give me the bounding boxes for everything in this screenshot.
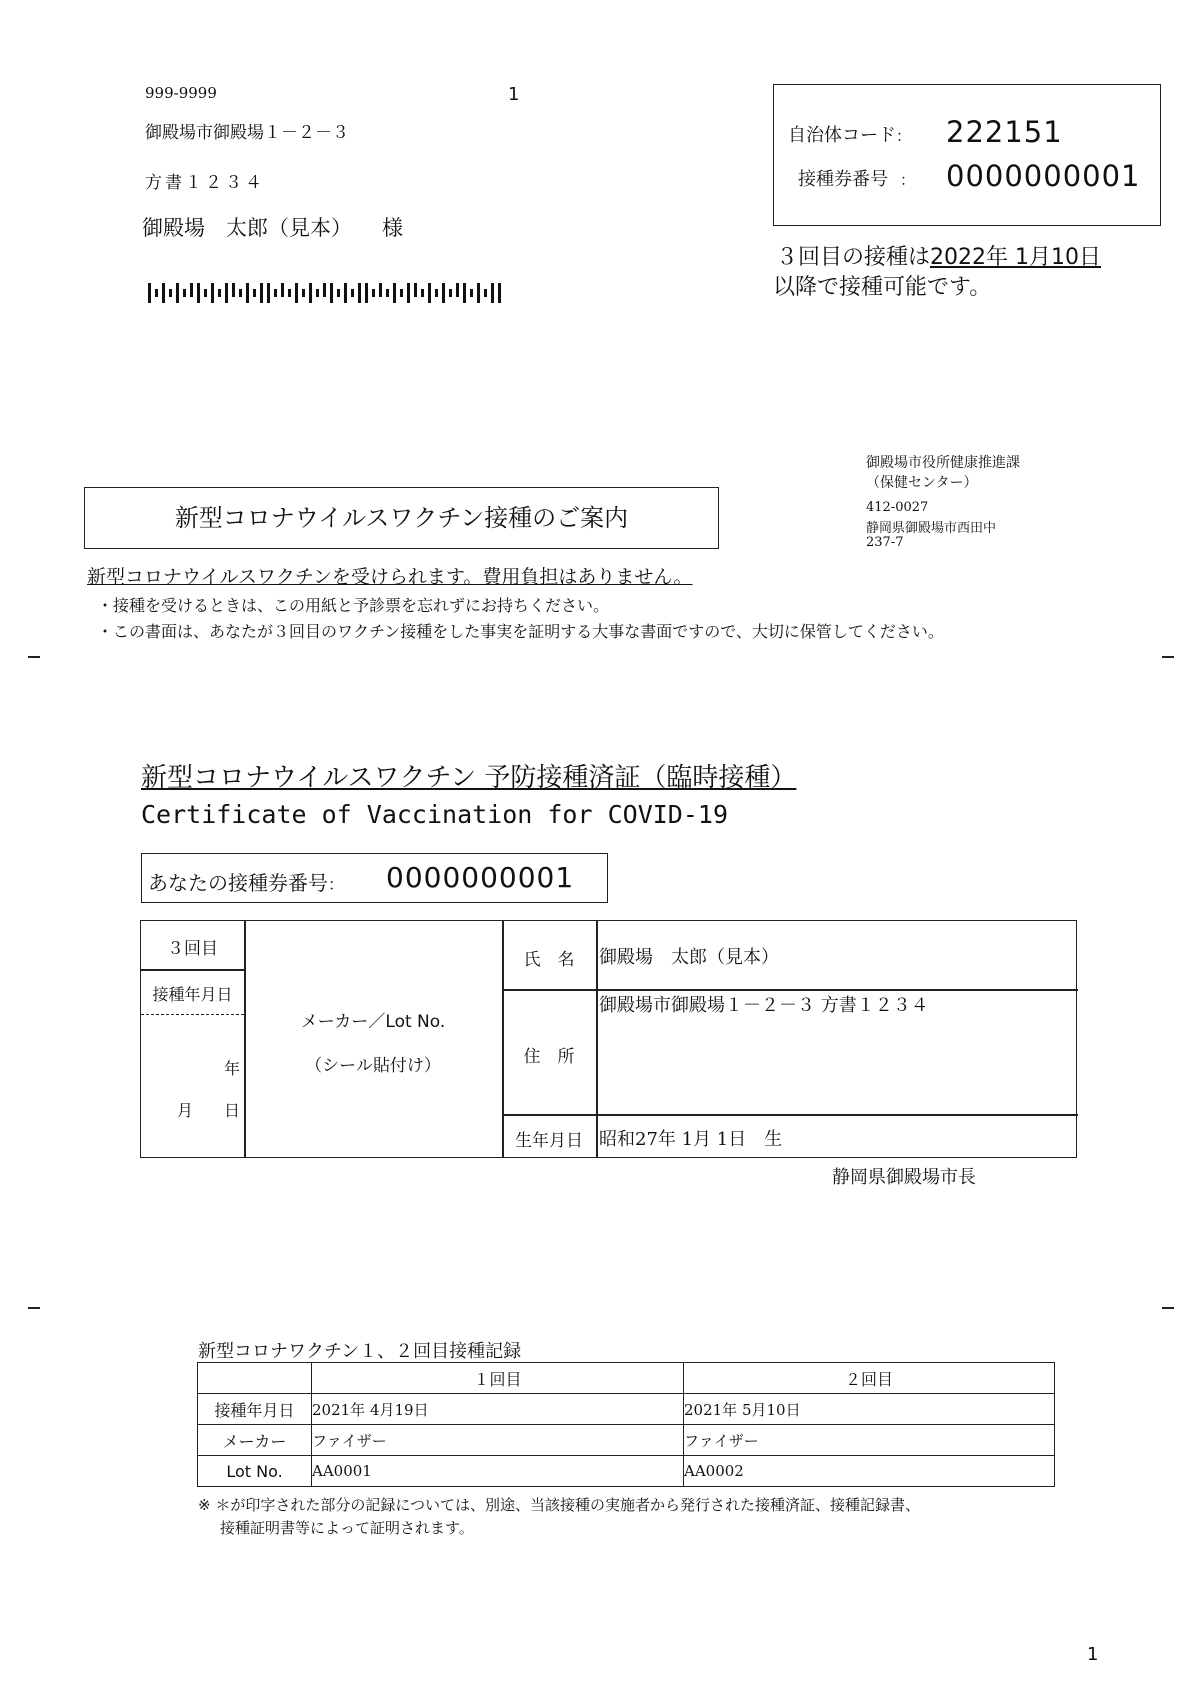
dob-label: 生年月日 [515,1131,583,1151]
barcode-bar [225,283,228,303]
barcode-bar [190,283,193,297]
barcode-bar [155,289,158,297]
barcode-bar [365,283,368,303]
fold-mark [28,1307,40,1309]
barcode-bar [316,289,319,297]
colon: ： [896,127,912,145]
records-note-1: ※ ＊が印字された部分の記録については、別途、当該接種の実施者から発行された接種済証、接種記録書、 [198,1496,921,1514]
issuer-dept: 御殿場市役所健康推進課 [866,455,1020,471]
barcode-bar [218,289,221,297]
ticket-number-value: 0000000001 [946,159,1141,193]
notice-bullet-1: ・接種を受けるときは、この用紙と予診票を忘れずにお持ちください。 [97,596,610,615]
barcode-bar [498,283,501,303]
barcode-bar [414,283,417,297]
ticket-label: 接種券番号 [798,169,888,190]
certificate-ticket-label: あなたの接種券番号 [148,871,328,895]
barcode-bar [442,283,445,303]
records-cell: 2021年 5月10日 [684,1394,1055,1425]
fold-mark [1162,656,1174,658]
fold-mark [1162,1307,1174,1309]
address-label: 住 所 [523,1047,575,1067]
availability-date: 2022年 1月10日 [930,245,1101,270]
municipal-code-row [788,121,911,147]
barcode-bar [477,283,480,303]
certificate-title-en: Certificate of Vaccination for COVID-19 [141,800,728,829]
colon: ： [328,875,345,894]
page-number: 1 [1087,1644,1099,1665]
name-value: 御殿場 太郎（見本） [599,947,779,968]
barcode-bar [211,283,214,303]
recipient-name-text: 御殿場 太郎（見本） [142,216,352,240]
records-row-label: メーカー [198,1425,312,1456]
barcode-bar [260,283,263,303]
records-cell: AA0002 [684,1456,1055,1487]
ticket-row [798,165,915,191]
barcode-bar [421,289,424,297]
barcode-bar [393,283,396,303]
notice-title: 新型コロナウイルスワクチン接種のご案内 [174,504,629,532]
records-header-2: ２回目 [684,1363,1055,1394]
colon: ： [900,171,916,189]
postal-barcode [148,283,504,303]
barcode-bar [435,289,438,297]
municipal-code-value: 222151 [946,115,1063,149]
notice-lead: 新型コロナウイルスワクチンを受けられます。費用負担はありません。 [87,566,693,588]
maker-lot-label: メーカー／Lot No. [300,1012,446,1032]
barcode-bar [274,289,277,297]
barcode-bar [344,283,347,303]
barcode-bar [351,289,354,297]
day-label: 日 [224,1101,241,1120]
barcode-bar [239,289,242,297]
recipient-name [142,212,403,242]
barcode-bar [400,289,403,297]
issuer-address2: 237-7 [866,535,904,550]
name-label: 氏 名 [523,950,575,970]
barcode-bar [470,289,473,297]
records-table [197,1362,1055,1487]
sticker-label: （シール貼付け） [305,1056,441,1076]
barcode-bar [267,283,270,303]
records-header-1: １回目 [312,1363,684,1394]
certificate-ticket-box [141,853,608,903]
barcode-bar [379,283,382,297]
availability-prefix: ３回目の接種は [776,245,931,270]
barcode-bar [281,283,284,297]
barcode-bar [330,283,333,303]
notice-bullet-2: ・この書面は、あなたが３回目のワクチン接種をした事実を証明する大事な書面ですので、大切に保管してください。 [97,622,944,641]
barcode-bar [204,289,207,297]
records-cell: ファイザー [312,1425,684,1456]
barcode-bar [246,283,249,303]
barcode-bar [358,283,361,303]
issuer-center: （保健センター） [866,475,978,491]
barcode-bar [484,289,487,297]
honorific: 様 [382,216,403,240]
barcode-bar [302,289,305,297]
barcode-bar [169,289,172,297]
barcode-bar [176,283,179,303]
barcode-bar [295,283,298,303]
records-cell: AA0001 [312,1456,684,1487]
barcode-bar [407,283,410,303]
dob-value: 昭和27年 1月 1日 生 [599,1129,783,1150]
certificate-title-jp: 新型コロナウイルスワクチン 予防接種済証（臨時接種） [141,763,797,793]
records-note-2: 接種証明書等によって証明されます。 [220,1519,474,1537]
mayor-label: 静岡県御殿場市長 [832,1167,976,1188]
records-cell: 2021年 4月19日 [312,1394,684,1425]
barcode-bar [449,289,452,297]
barcode-bar [183,289,186,297]
address-value: 御殿場市御殿場１－２－３ 方書１２３４ [599,995,929,1016]
address-line2: 方書１２３４ [145,173,265,193]
certificate-table [140,920,1077,1158]
page-marker-top: 1 [508,84,520,105]
barcode-bar [372,289,375,297]
barcode-bar [428,283,431,303]
notice-title-box [84,487,719,549]
date-label: 接種年月日 [152,985,233,1004]
barcode-bar [456,283,459,297]
barcode-bar [148,283,151,303]
records-cell: ファイザー [684,1425,1055,1456]
barcode-bar [197,283,200,303]
issuer-address1: 静岡県御殿場市西田中 [866,521,997,536]
records-title: 新型コロナワクチン１、２回目接種記録 [198,1341,522,1362]
barcode-bar [323,283,326,297]
barcode-bar [337,289,340,297]
year-label: 年 [224,1059,241,1078]
barcode-bar [253,289,256,297]
barcode-bar [288,289,291,297]
postal-code: 999-9999 [145,84,217,102]
availability-line2: 以降で接種可能です。 [773,275,992,300]
records-row-label: 接種年月日 [198,1394,312,1425]
barcode-bar [162,283,165,303]
barcode-bar [386,289,389,297]
barcode-bar [463,283,466,303]
barcode-bar [232,283,235,297]
address-line1: 御殿場市御殿場１－２－３ [145,123,349,143]
certificate-ticket-number: 0000000001 [386,861,575,894]
barcode-bar [491,283,494,303]
certificate-ticket-label-row [148,867,344,896]
barcode-bar [309,283,312,303]
records-row-label: Lot No. [198,1456,312,1487]
month-label: 月 [177,1101,194,1120]
dose-label: ３回目 [167,939,218,959]
municipal-code-label: 自治体コード [788,125,896,146]
availability-line1 [776,240,1101,271]
code-box [773,84,1161,226]
issuer-postal: 412-0027 [866,500,929,515]
fold-mark [28,656,40,658]
